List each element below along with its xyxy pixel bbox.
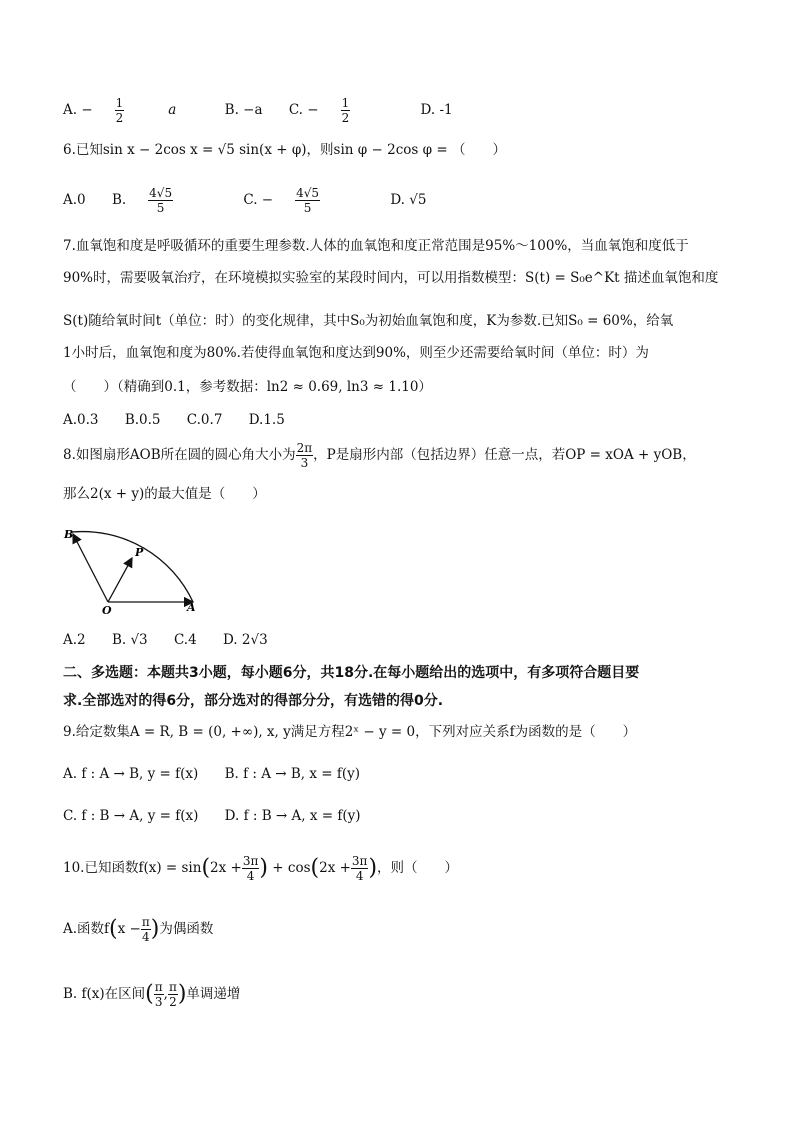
q8-line-2: 那么2(x + y)的最大值是（ ） [63, 486, 266, 502]
q10-stem: 10.已知函数f(x) = sin(2x + $\frac{3\pi}{4}$ ) + cos(2x + $\frac{3\pi}{4}$ )，则（ ） [63, 854, 459, 883]
q7-option-b[interactable]: B.0.5 [124, 412, 161, 428]
q5-option-b[interactable]: B. −a [224, 102, 263, 118]
section-2-heading-line-2: 求.全部选对的得6分，部分选对的得部分分，有选错的得0分. [63, 693, 444, 709]
q9-options-ab [63, 764, 382, 784]
q9-stem: 9.给定数集A = R, B = (0, +∞), x, y满足方程2ˣ − y = 0，下列对应关系f为函数的是（ ） [63, 724, 637, 740]
q6-stem: 6.已知sin x − 2cos x = √5 sin(x + φ)，则sin φ − 2cos φ = （ ） [63, 142, 506, 158]
q8-option-a[interactable]: A.2 [63, 632, 86, 648]
q10-option-b[interactable]: B. f(x)在区间( $\frac{\pi}{3}$ , $\frac{\pi}{2}$ )单调递增 [63, 980, 241, 1009]
q7-line-2: 90%时，需要吸氧治疗，在环境模拟实验室的某段时间内，可以用指数模型：S(t) = S₀e^Kt 描述血氧饱和度 [63, 270, 719, 286]
q8-option-d[interactable]: D. 2√3 [222, 632, 268, 648]
q9-option-b[interactable]: B. f : A → B, x = f(y) [224, 766, 361, 782]
vector-ob [73, 534, 108, 602]
q6-option-c[interactable]: C. − $\frac{4√5}{5}$ [243, 186, 320, 215]
q9-option-a[interactable]: A. f : A → B, y = f(x) [63, 766, 199, 782]
q8-options [63, 630, 290, 650]
vector-op [108, 558, 132, 602]
q7-line-4: 1小时后，血氧饱和度为80%.若使得血氧饱和度达到90%，则至少还需要给氧时间（单位：时）为 [63, 345, 649, 361]
q7-line-3: S(t)随给氧时间t（单位：时）的变化规律，其中S₀为初始血氧饱和度，K为参数.已知S₀ = 60%，给氧 [63, 313, 674, 329]
section-2-heading-line-1: 二、多选题：本题共3小题，每小题6分，共18分.在每小题给出的选项中，有多项符合题目要 [63, 665, 640, 681]
q6-option-a[interactable]: A.0 [63, 192, 86, 208]
q7-line-1: 7.血氧饱和度是呼吸循环的重要生理参数.人体的血氧饱和度正常范围是95%～100%，当血氧饱和度低于 [63, 238, 689, 254]
q9-option-c[interactable]: C. f : B → A, y = f(x) [63, 808, 199, 824]
q6-option-d[interactable]: D. √5 [390, 192, 427, 208]
sector-diagram [62, 526, 212, 616]
q5-options [63, 96, 475, 125]
q8-option-b[interactable]: B. √3 [111, 632, 148, 648]
q7-options [63, 410, 307, 430]
q7-option-c[interactable]: C.0.7 [186, 412, 223, 428]
q5-option-a[interactable]: A. − $\frac{1}{2}$ a [63, 96, 177, 125]
q9-option-d[interactable]: D. f : B → A, x = f(y) [224, 808, 361, 824]
q8-option-c[interactable]: C.4 [173, 632, 197, 648]
label-a: A [187, 601, 196, 614]
label-p: P [135, 546, 144, 559]
q9-options-cd [63, 806, 383, 826]
q6-option-b[interactable]: B. $\frac{4√5}{5}$ [111, 186, 173, 215]
q7-option-d[interactable]: D.1.5 [248, 412, 285, 428]
label-b: B [64, 528, 74, 541]
q10-option-a[interactable]: A.函数f(x − $\frac{\pi}{4}$ )为偶函数 [63, 915, 214, 944]
label-o: O [102, 604, 112, 616]
q5-option-d[interactable]: D. -1 [420, 102, 453, 118]
q6-options [63, 186, 448, 215]
q5-option-c[interactable]: C. − $\frac{1}{2}$ [288, 96, 350, 125]
q8-line-1: 8.如图扇形AOB所在圆的圆心角大小为 $\frac{2\pi}{3}$ ，P是扇形内部（包括边界）任意一点，若OP = xOA + yOB， [63, 441, 696, 470]
q7-option-a[interactable]: A.0.3 [63, 412, 99, 428]
q7-line-5: （ ）（精确到0.1，参考数据：ln2 ≈ 0.69, ln3 ≈ 1.10） [63, 379, 432, 395]
